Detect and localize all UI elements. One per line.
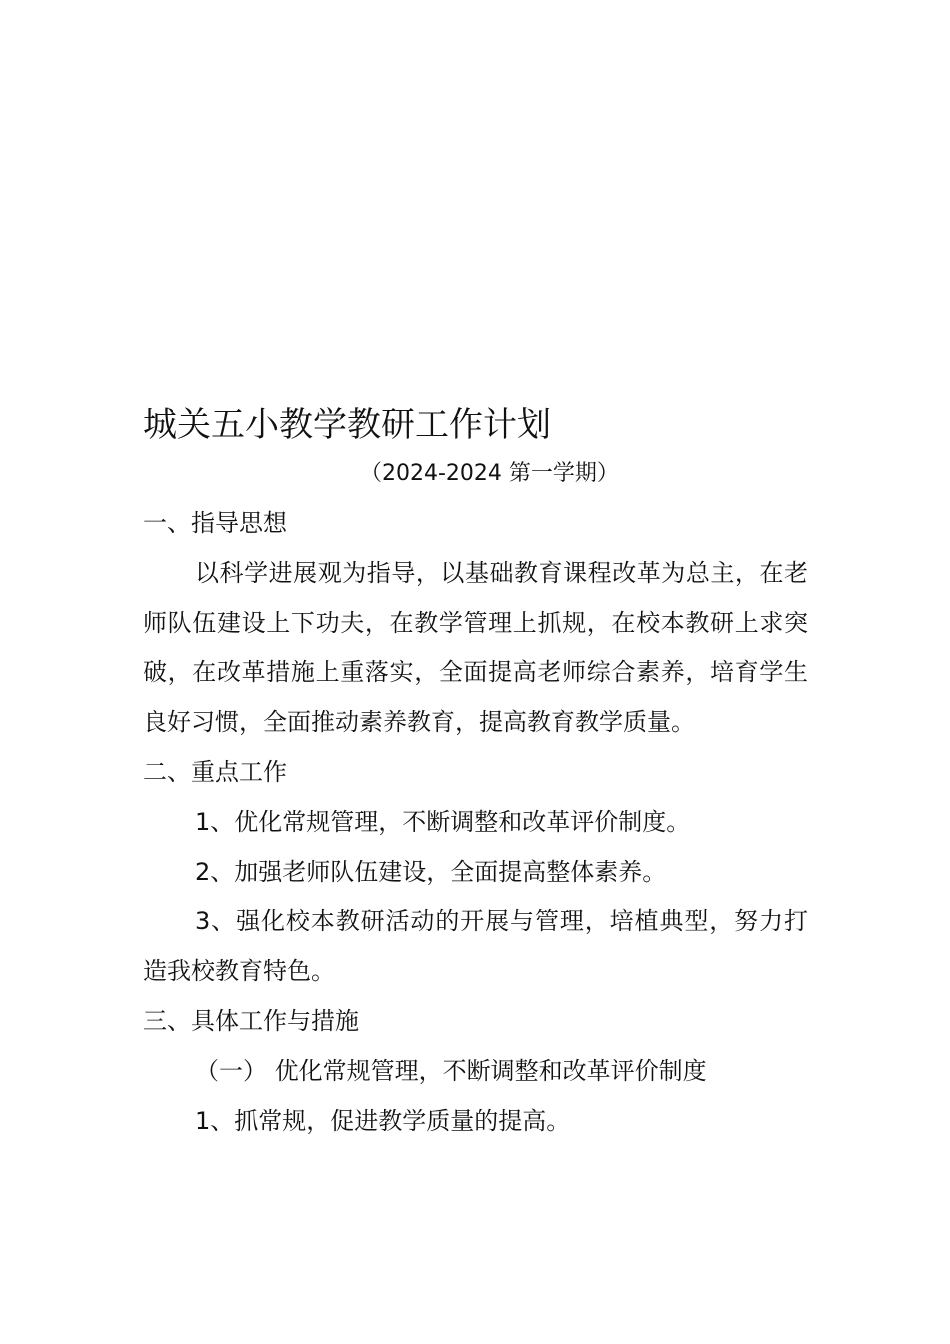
- document-subtitle: （2024-2024 第一学期）: [360, 461, 619, 486]
- section-heading-key-work: 二、重点工作: [143, 757, 287, 786]
- section-heading-measures: 三、具体工作与措施: [143, 1006, 359, 1035]
- document-body: [143, 499, 808, 1146]
- measures-item-1: 1、抓常规，促进教学质量的提高。: [195, 1106, 571, 1135]
- guiding-ideology-paragraph: 以科学进展观为指导，以基础教育课程改革为总主，在老师队伍建设上下功夫，在教学管理上抓规，在校本教研上求突破，在改革措施上重落实，全面提高老师综合素养，培育学生良好习惯，全面推动素养教育，提高教育教学质量。: [143, 558, 808, 737]
- key-work-item-2: 2、加强老师队伍建设，全面提高整体素养。: [195, 857, 667, 886]
- key-work-item-1: 1、优化常规管理，不断调整和改革评价制度。: [195, 807, 691, 836]
- section-heading-guiding-ideology: 一、指导思想: [143, 509, 287, 537]
- document-title: 城关五小教学教研工作计划: [143, 405, 551, 445]
- key-work-item-3: 3、强化校本教研活动的开展与管理，培植典型，努力打造我校教育特色。: [143, 907, 808, 986]
- measures-subheading-1: （一） 优化常规管理，不断调整和改革评价制度: [195, 1056, 707, 1085]
